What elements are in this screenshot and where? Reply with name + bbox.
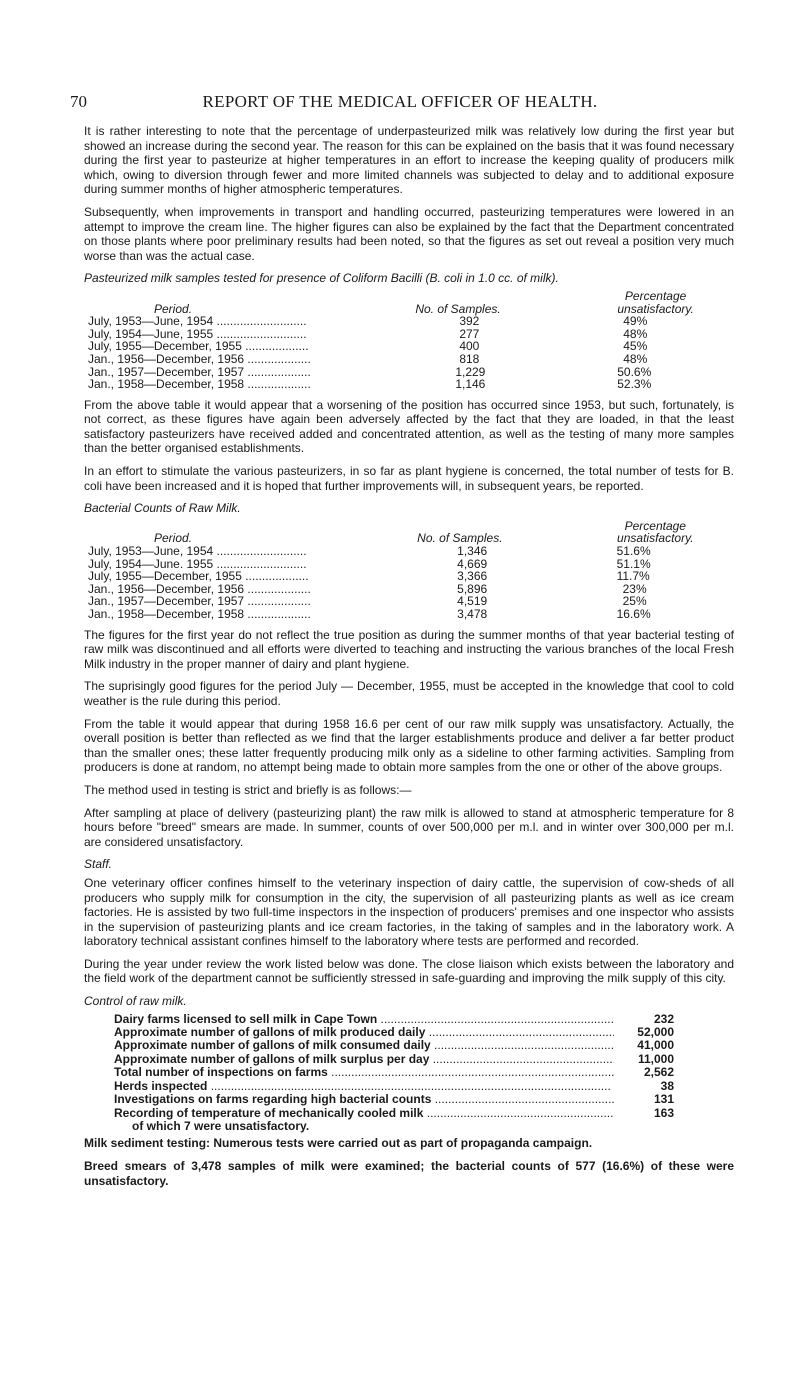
list-item: [114, 1107, 674, 1120]
period-cell: July, 1955—December, 1955 ...................: [88, 569, 309, 584]
percent-cell: 25%: [622, 594, 647, 609]
page-title: REPORT OF THE MEDICAL OFFICER OF HEALTH.: [202, 92, 598, 111]
table-row: [88, 315, 734, 328]
table1-header-period: Period.: [154, 301, 193, 316]
paragraph-5: The figures for the first year do not reflect the true position as during the summer months of that year bacterial testing of raw milk was discontinued and all efforts were diverted to teaching and instructing the various branches of the local Fresh Milk industry in the proper manner of dairy and plant hygiene.: [84, 627, 734, 671]
percent-cell: 48%: [623, 351, 648, 366]
table-row: [88, 570, 734, 583]
item-label: Dairy farms licensed to sell milk in Cape Town .....: [114, 1013, 614, 1026]
period-cell: Jan., 1957—December, 1957 ...................: [88, 364, 311, 379]
samples-cell: 1,146: [455, 377, 486, 392]
list-item: [114, 1013, 674, 1026]
period-cell: July, 1955—December, 1955 ...................: [88, 339, 309, 354]
item-value: 52,000: [637, 1025, 674, 1040]
list-item: [114, 1026, 674, 1039]
paragraph-2: Subsequently, when improvements in transport and handling occurred, pasteurizing temperatures were lowered in an attempt to improve the cream line. The higher figures can also be explained by the fact that the Department concentrated on those plants where poor preliminary results had been noted, so that the figures as set out reveal a position very much worse than was the actual case.: [84, 204, 734, 263]
table-row: [88, 378, 734, 391]
item-label: Herds inspected .....: [114, 1080, 614, 1093]
page-number: 70: [70, 92, 87, 111]
list-item: [114, 1066, 674, 1079]
table-row: [88, 353, 734, 366]
percent-cell: 45%: [623, 339, 648, 354]
list-item: [114, 1093, 674, 1106]
item-value: 2,562: [643, 1065, 674, 1080]
sub-note: of which 7 were unsatisfactory.: [132, 1118, 310, 1133]
table2-header-percent-2: unsatisfactory.: [617, 531, 694, 546]
table2-header-period: Period.: [154, 531, 193, 546]
percent-cell: 23%: [622, 581, 647, 596]
item-label: Recording of temperature of mechanically cooled milk .....: [114, 1107, 614, 1120]
paragraph-9: After sampling at place of delivery (pasteurizing plant) the raw milk is allowed to stand at atmospheric temperature for 8 hours before "breed" smears are made. In summer, counts of over 500,000 per m.l. and in winter over 300,000 per m.l. are considered unsatisfactory.: [84, 805, 734, 849]
period-cell: Jan., 1958—December, 1958 ...................: [88, 607, 311, 621]
item-value: 11,000: [637, 1051, 674, 1066]
percent-cell: 51.6%: [616, 544, 651, 559]
percent-cell: 51.1%: [616, 556, 651, 571]
table-row: [88, 608, 734, 621]
paragraph-10: One veterinary officer confines himself to the veterinary inspection of dairy cattle, the supervision of cow-sheds of all producers who supply milk for consumption in the city, the supervision of all pasteurizing plants as well as ice cream factories. He is assisted by two full-time inspectors in the inspection of producers' premises and one inspector who assists in the supervision of pasteurizing plants and ice cream factories, in the taking of samples and in the laboratory work. A laboratory technical assistant confines himself to the laboratory where tests are performed and recorded.: [84, 875, 734, 949]
paragraph-4: In an effort to stimulate the various pasteurizers, in so far as plant hygiene is concerned, the total number of tests for B. coli have been increased and it is hoped that further improvements will, in subsequent years, be reported.: [84, 464, 734, 493]
paragraph-13: Breed smears of 3,478 samples of milk were examined; the bacterial counts of 577 (16.6%) of these were unsatisfactory.: [84, 1158, 734, 1188]
staff-heading: Staff.: [84, 857, 113, 872]
samples-cell: 1,229: [455, 364, 486, 379]
table2-header-samples: No. of Samples.: [417, 531, 503, 546]
period-cell: Jan., 1956—December, 1956 ...................: [88, 581, 311, 596]
paragraph-7: From the table it would appear that during 1958 16.6 per cent of our raw milk supply was unsatisfactory. Actually, the overall position is better than reflected as we find that the larger establishments produce and deliver a far better product than the smaller ones; these latter frequently producing milk only as a sideline to other farming activities. Sampling from producers is done at random, no attempt being made to obtain more samples from the one or other of the above groups.: [84, 716, 734, 775]
item-value: 41,000: [637, 1038, 674, 1053]
document-body: [84, 124, 734, 1196]
samples-cell: 1,346: [457, 544, 488, 559]
table2-caption: Bacterial Counts of Raw Milk.: [84, 501, 241, 516]
period-cell: July, 1953—June, 1954 ...........................: [88, 544, 307, 559]
bacterial-counts-table: [88, 520, 734, 621]
table2-header-percent-1: Percentage: [624, 518, 686, 533]
paragraph-12: Milk sediment testing: Numerous tests were carried out as part of propaganda campaign.: [84, 1136, 593, 1151]
samples-cell: 4,669: [457, 556, 488, 571]
list-item: [114, 1080, 674, 1093]
samples-cell: 3,366: [457, 569, 488, 584]
page-header: [70, 92, 730, 114]
percent-cell: 16.6%: [616, 607, 651, 621]
percent-cell: 49%: [623, 314, 648, 329]
control-heading: Control of raw milk.: [84, 994, 187, 1009]
item-label: Investigations on farms regarding high bacterial counts .....: [114, 1093, 614, 1106]
samples-cell: 5,896: [457, 581, 488, 596]
samples-cell: 400: [459, 339, 480, 354]
percent-cell: 52.3%: [617, 377, 652, 392]
percent-cell: 48%: [623, 326, 648, 341]
item-value: 163: [653, 1105, 674, 1120]
samples-cell: 4,519: [457, 594, 488, 609]
samples-cell: 818: [459, 351, 480, 366]
item-label: Approximate number of gallons of milk consumed daily .....: [114, 1039, 614, 1052]
period-cell: Jan., 1958—December, 1958 ...................: [88, 377, 311, 392]
period-cell: July, 1953—June, 1954 ...........................: [88, 314, 307, 329]
percent-cell: 11.7%: [616, 569, 650, 584]
percent-cell: 50.6%: [617, 364, 652, 379]
paragraph-8: The method used in testing is strict and briefly is as follows:—: [84, 782, 412, 797]
item-label: Approximate number of gallons of milk surplus per day .....: [114, 1053, 614, 1066]
table1-caption: Pasteurized milk samples tested for presence of Coliform Bacilli (B. coli in 1.0 cc. of milk).: [84, 271, 559, 286]
samples-cell: 3,478: [457, 607, 488, 621]
list-item: [114, 1039, 674, 1052]
samples-cell: 392: [459, 314, 480, 329]
list-item: [114, 1053, 674, 1066]
control-list: [114, 1013, 674, 1134]
table1-header-percent-1: Percentage: [624, 288, 687, 303]
period-cell: July, 1954—June, 1955 ...........................: [88, 326, 307, 341]
table1-header-percent-2: unsatisfactory.: [617, 301, 694, 316]
coliform-table: [88, 290, 734, 391]
paragraph-1: It is rather interesting to note that the percentage of underpasteurized milk was relatively low during the first year but showed an increase during the second year. The reason for this can be explained on the basis that it was found necessary during the first year to pasteurize at higher temperatures in an effort to increase the keeping quality of producers milk which, owing to diversion through fewer and more limited channels was subjected to delay and to additional exposure during summer months of higher atmospheric temperatures.: [84, 124, 734, 197]
item-value: 131: [653, 1092, 674, 1107]
period-cell: Jan., 1956—December, 1956 ...................: [88, 351, 311, 366]
period-cell: July, 1954—June. 1955 ...........................: [88, 556, 307, 571]
item-value: 38: [660, 1078, 674, 1093]
table1-header-samples: No. of Samples.: [415, 301, 501, 316]
item-label: Approximate number of gallons of milk produced daily .....: [114, 1026, 614, 1039]
period-cell: Jan., 1957—December, 1957 ...................: [88, 594, 311, 609]
item-value: 232: [653, 1011, 674, 1026]
paragraph-6: The suprisingly good figures for the period July — December, 1955, must be accepted in the knowledge that cool to cold weather is the rule during this period.: [84, 679, 734, 708]
table-row: [88, 545, 734, 558]
item-label: Total number of inspections on farms .....: [114, 1066, 614, 1079]
samples-cell: 277: [459, 326, 480, 341]
paragraph-3: From the above table it would appear that a worsening of the position has occurred since 1953, but such, fortunately, is not correct, as these figures have again been adversely affected by the fact that they are loaded, in that the least satisfactory pasteurizers have received added and concentrated attention, as well as the testing of many more samples than the better organised establishments.: [84, 397, 734, 456]
paragraph-11: During the year under review the work listed below was done. The close liaison which exists between the laboratory and the field work of the department cannot be sufficiently stressed in safe-guarding and improving the milk supply of this city.: [84, 956, 734, 986]
